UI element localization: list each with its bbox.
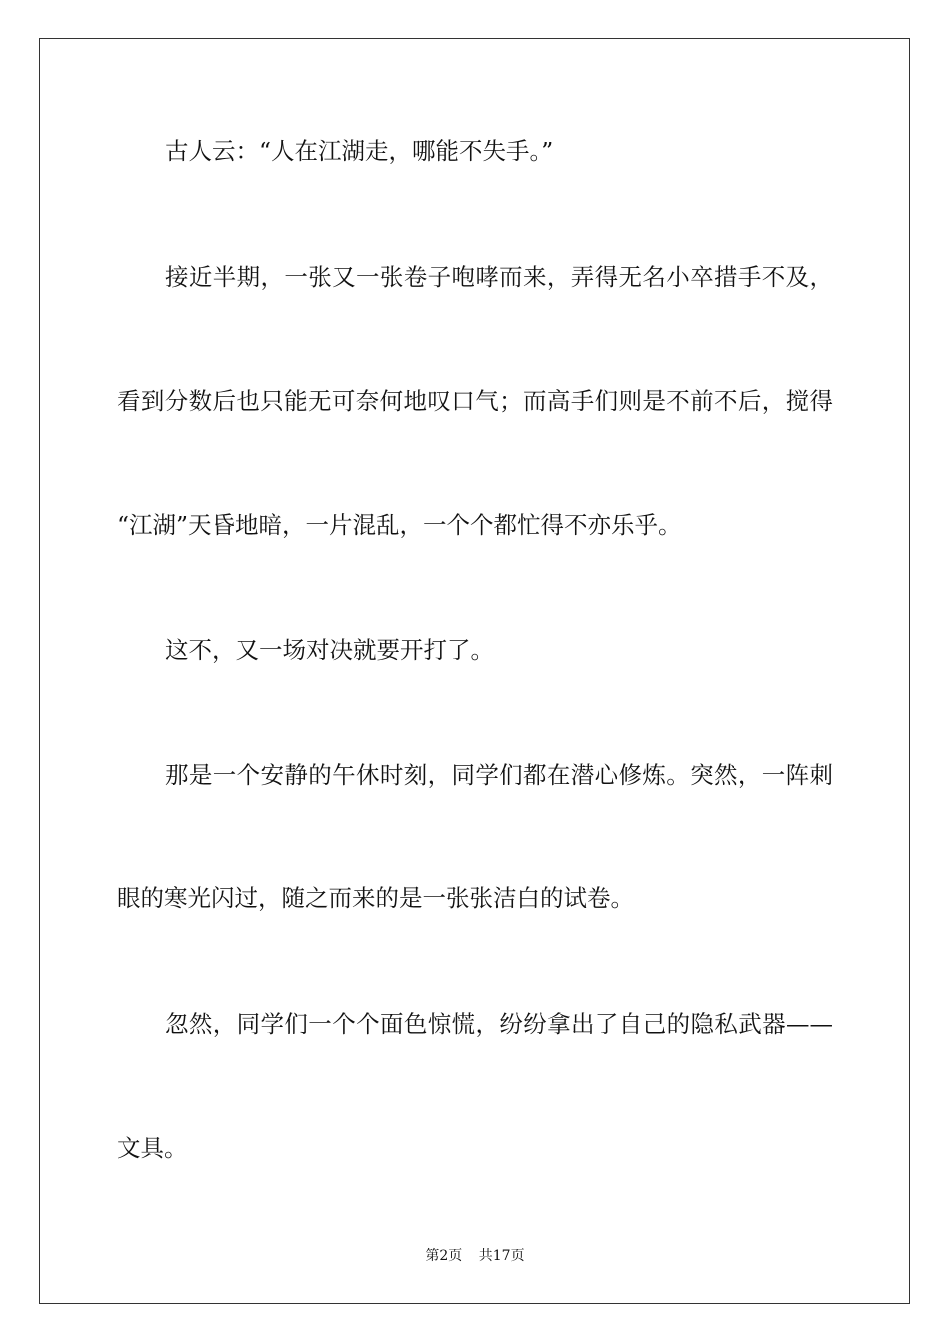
page-frame <box>39 38 910 1304</box>
paragraph-line: 接近半期，一张又一张卷子咆哮而来，弄得无名小卒措手不及， <box>165 263 833 291</box>
paragraph-line: 那是一个安静的午休时刻，同学们都在潜心修炼。突然，一阵刺 <box>165 761 833 789</box>
paragraph-line: 古人云：“人在江湖走，哪能不失手。” <box>165 137 554 165</box>
paragraph-line: 忽然，同学们一个个面色惊慌，纷纷拿出了自己的隐私武器—— <box>165 1010 833 1038</box>
page-footer <box>0 1245 950 1265</box>
paragraph-line: 这不，又一场对决就要开打了。 <box>165 636 494 664</box>
page-number: 第2页 <box>425 1248 463 1264</box>
paragraph-line: 看到分数后也只能无可奈何地叹口气；而高手们则是不前不后，搅得 <box>117 387 833 415</box>
paragraph-line: “江湖”天昏地暗，一片混乱，一个个都忙得不亦乐乎。 <box>117 511 682 539</box>
total-pages: 共17页 <box>478 1248 525 1264</box>
paragraph-line: 文具。 <box>117 1134 188 1162</box>
paragraph-line: 眼的寒光闪过，随之而来的是一张张洁白的试卷。 <box>117 884 634 912</box>
